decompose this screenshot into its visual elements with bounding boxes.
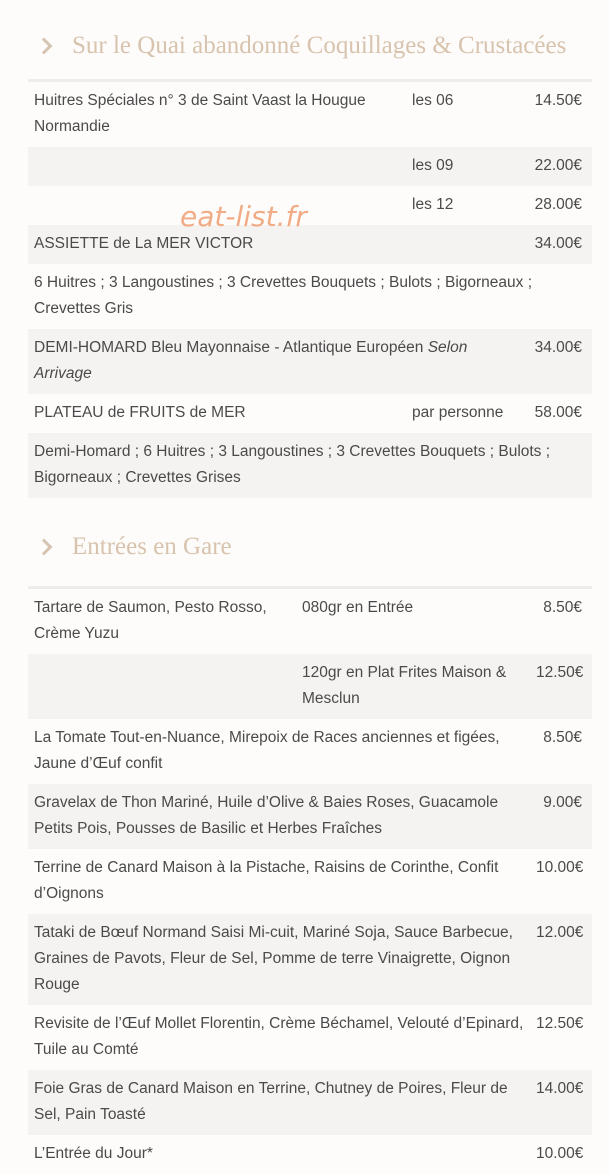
menu-row	[28, 784, 592, 849]
dish-note: Selon Arrivage	[34, 339, 468, 382]
menu-row	[28, 264, 592, 329]
dish-price: 8.50€	[530, 588, 592, 655]
dish-price: 22.00€	[514, 147, 592, 186]
dish-name: Tataki de Bœuf Normand Saisi Mi-cuit, Mariné Soja, Sauce Barbecue, Graines de Pavots, Fleur de Sel, Pomme de terre Vinaigrette, Oignon Rouge	[28, 914, 530, 1005]
dish-price: 14.00€	[530, 1070, 592, 1135]
dish-price: 8.50€	[543, 729, 582, 746]
dish-quantity: par personne	[412, 404, 504, 421]
dish-name: Foie Gras de Canard Maison en Terrine, Chutney de Poires, Fleur de Sel, Pain Toasté	[28, 1070, 530, 1135]
dish-name: La Tomate Tout-en-Nuance, Mirepoix de Races anciennes et figées, Jaune d’Œuf confit	[34, 729, 500, 772]
chevron-right-icon	[36, 539, 53, 556]
menu-row	[28, 654, 592, 719]
menu-row	[28, 147, 592, 186]
dish-price: 12.50€	[530, 654, 592, 719]
dish-quantity: les 09	[406, 147, 514, 186]
dish-price: 34.00€	[514, 329, 592, 394]
dish-name-text: DEMI-HOMARD Bleu Mayonnaise - Atlantique Européen	[34, 339, 424, 356]
dish-price: 10.00€	[536, 1145, 584, 1162]
menu-row	[28, 1005, 592, 1070]
menu-row	[28, 914, 592, 1005]
dish-name: Terrine de Canard Maison à la Pistache, Raisins de Corinthe, Confit d’Oignons	[34, 859, 499, 902]
dish-name: Revisite de l’Œuf Mollet Florentin, Crème Béchamel, Velouté d’Epinard, Tuile au Comté	[34, 1015, 524, 1058]
menu-row	[28, 329, 592, 394]
menu-row	[28, 225, 592, 264]
menu-row	[28, 433, 592, 498]
section-title: Sur le Quai abandonné Coquillages & Crustacées	[72, 32, 567, 59]
menu-row	[28, 394, 592, 433]
dish-price: 12.50€	[536, 1015, 584, 1032]
menu-table-entrees	[28, 586, 592, 1174]
dish-price: 9.00€	[530, 784, 592, 849]
menu-row	[28, 849, 592, 914]
watermark-logo: eat-list.fr	[180, 200, 307, 233]
menu-row	[28, 588, 592, 655]
dish-name: ASSIETTE de La MER VICTOR	[28, 225, 514, 264]
dish-quantity: 080gr en Entrée	[296, 588, 530, 655]
dish-name	[28, 147, 406, 186]
section-header-coquillages[interactable]	[0, 27, 609, 65]
chevron-right-icon	[36, 38, 53, 55]
dish-quantity: les 12	[412, 196, 454, 213]
dish-name: Huitres Spéciales n° 3 de Saint Vaast la Hougue Normandie	[28, 81, 406, 148]
dish-name: PLATEAU de FRUITS de MER	[34, 404, 246, 421]
dish-price: 14.50€	[514, 81, 592, 148]
dish-name	[28, 654, 296, 719]
dish-quantity: les 06	[406, 81, 514, 148]
dish-price: 10.00€	[536, 859, 584, 876]
menu-row	[28, 81, 592, 148]
dish-name: Gravelax de Thon Mariné, Huile d’Olive & Baies Roses, Guacamole Petits Pois, Pousses de Basilic et Herbes Fraîches	[28, 784, 530, 849]
dish-price: 34.00€	[514, 225, 592, 264]
menu-row	[28, 186, 592, 225]
menu-row	[28, 1135, 592, 1174]
dish-description: 6 Huitres ; 3 Langoustines ; 3 Crevettes Bouquets ; Bulots ; Bigorneaux ; Crevettes Gris	[34, 274, 533, 317]
dish-name: L’Entrée du Jour*	[34, 1145, 153, 1162]
section-title: Entrées en Gare	[72, 533, 232, 560]
menu-row	[28, 719, 592, 784]
menu-row	[28, 1070, 592, 1135]
menu-table-coquillages	[28, 79, 592, 498]
dish-quantity: 120gr en Plat Frites Maison & Mesclun	[296, 654, 530, 719]
dish-price: 12.00€	[530, 914, 592, 1005]
section-header-entrees[interactable]	[0, 528, 609, 566]
dish-name	[28, 329, 514, 394]
dish-price: 58.00€	[534, 404, 582, 421]
dish-description: Demi-Homard ; 6 Huitres ; 3 Langoustines ; 3 Crevettes Bouquets ; Bulots ; Bigorneaux ; Crevettes Grises	[28, 433, 592, 498]
dish-name: Tartare de Saumon, Pesto Rosso, Crème Yuzu	[28, 588, 296, 655]
dish-price: 28.00€	[534, 196, 582, 213]
